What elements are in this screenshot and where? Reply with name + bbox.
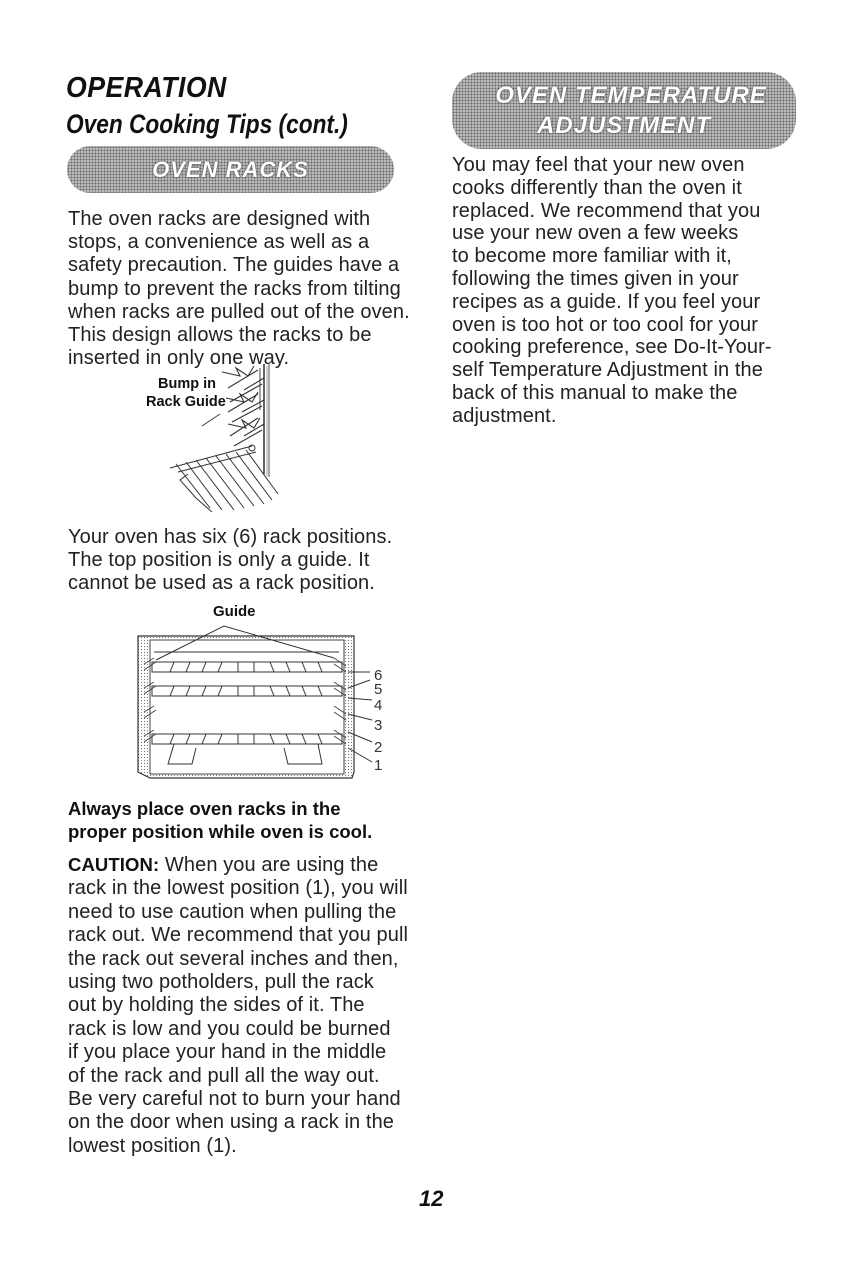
bump-label-line: Rack Guide: [146, 394, 226, 410]
text-line: adjustment.: [452, 404, 557, 427]
text-line: Be very careful not to burn your hand: [68, 1088, 401, 1111]
text-line: self Temperature Adjustment in the: [452, 359, 763, 382]
text-line: This design allows the racks to be: [68, 324, 372, 347]
caution-text: [68, 853, 408, 1158]
rack-positions-text: [68, 526, 392, 596]
oven-temperature-heading: [452, 72, 796, 149]
text-line: if you place your hand in the middle: [68, 1041, 387, 1064]
warning-line: proper position while oven is cool.: [68, 821, 373, 842]
oven-racks-intro: [68, 208, 410, 370]
text-line: on the door when using a rack in the: [68, 1111, 395, 1134]
text-line: rack is low and you could be burned: [68, 1017, 391, 1040]
text-line: cannot be used as a rack position.: [68, 572, 375, 595]
text-line: cooking preference, see Do-It-Your-: [452, 336, 772, 359]
bump-label: [146, 375, 226, 411]
bump-label-line: Bump in: [158, 376, 216, 392]
text-line: bump to prevent the racks from tilting: [68, 277, 401, 300]
page-number: 12: [419, 1186, 444, 1211]
section-title: OPERATION: [66, 72, 227, 104]
oven-racks-heading: [67, 146, 394, 193]
caution-label: CAUTION:: [68, 854, 160, 875]
text-line: recipes as a guide. If you feel your: [452, 290, 761, 313]
page-subtitle: Oven Cooking Tips (cont.): [66, 109, 348, 139]
text-line: use your new oven a few weeks: [452, 222, 739, 245]
text-line: cooks differently than the oven it: [452, 176, 742, 199]
text-line: inserted in only one way.: [68, 347, 290, 370]
text-line: out by holding the sides of it. The: [68, 994, 365, 1017]
text-line: the rack out several inches and then,: [68, 947, 399, 970]
text-line: You may feel that your new oven: [452, 154, 745, 176]
caution-line: When you are using the: [159, 854, 379, 876]
text-line: following the times given in your: [452, 267, 739, 290]
text-line: back of this manual to make the: [452, 381, 738, 404]
text-line: when racks are pulled out of the oven.: [68, 300, 410, 323]
text-line: to become more familiar with it,: [452, 245, 732, 268]
text-line: rack out. We recommend that you pull: [68, 924, 409, 947]
rack-number: 6: [374, 667, 383, 684]
text-line: using two potholders, pull the rack: [68, 971, 374, 994]
text-line: need to use caution when pulling the: [68, 900, 397, 923]
text-line: oven is too hot or too cool for your: [452, 313, 758, 336]
oven-temperature-heading-line: ADJUSTMENT: [536, 111, 711, 139]
warning-line: Always place oven racks in the: [68, 798, 341, 819]
text-line: The top position is only a guide. It: [68, 549, 370, 572]
rack-positions-illustration: [134, 618, 394, 788]
text-line: The oven racks are designed with: [68, 208, 371, 230]
text-line: lowest position (1).: [68, 1134, 237, 1157]
oven-temperature-heading-line: OVEN TEMPERATURE: [495, 81, 767, 109]
text-line: stops, a convenience as well as a: [68, 231, 370, 254]
rack-number: 5: [374, 681, 383, 698]
temperature-text: [452, 154, 772, 428]
text-line: rack in the lowest position (1), you will: [68, 877, 408, 900]
text-line: Your oven has six (6) rack positions.: [68, 526, 393, 548]
text-line: [68, 853, 408, 877]
rack-number: 1: [374, 757, 383, 774]
rack-number: 4: [374, 697, 383, 714]
oven-racks-heading-text: OVEN RACKS: [152, 156, 309, 182]
text-line: safety precaution. The guides have a: [68, 254, 400, 277]
guide-label: Guide: [213, 603, 256, 620]
text-line: replaced. We recommend that you: [452, 199, 761, 222]
rack-number: 2: [374, 739, 383, 756]
text-line: of the rack and pull all the way out.: [68, 1064, 380, 1087]
warning-text: [68, 797, 372, 843]
rack-number: 3: [374, 717, 383, 734]
